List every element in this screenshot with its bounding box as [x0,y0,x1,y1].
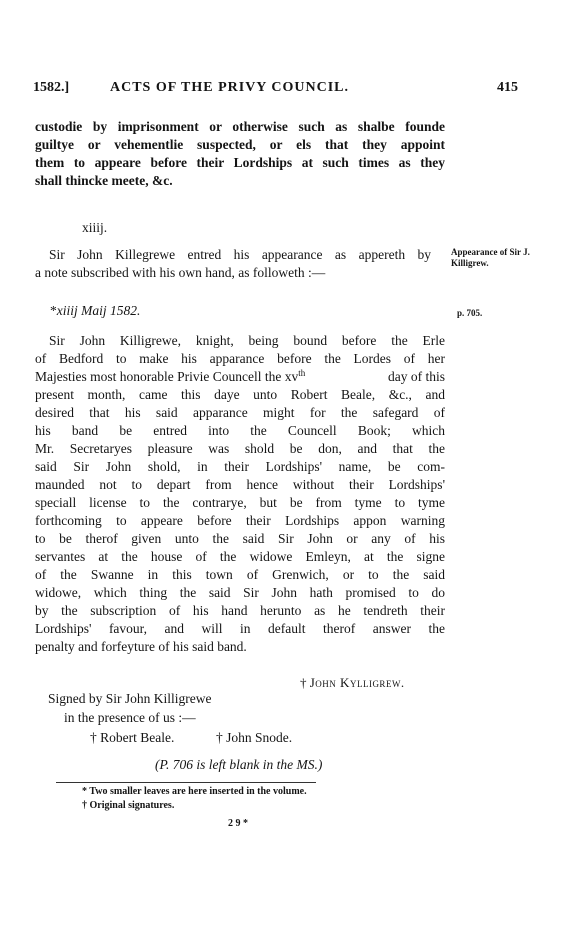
opening-line: them to appeare before their Lordships at such times as they [35,155,445,170]
body-line: speciall license to the contrarye, but be from tyme to tyme [35,495,445,510]
section-number: xiiij. [82,220,108,235]
page-number: 415 [497,80,518,95]
body-line-tail: day of this [388,369,445,384]
signature-mark: † [300,675,307,690]
witness-name: Robert Beale. [100,730,175,745]
footnote: † Original signatures. [82,800,175,811]
body-line: of Bedford to make his apparance before the Lordes of her [35,351,445,366]
signature-mark-footer: 2 9 * [228,818,248,829]
body-line: servantes at the house of the widowe Emleyn, at the signe [35,549,445,564]
body-line: of the Swanne in this town of Grenwich, or to the said [35,567,445,582]
body-line: maunded not to depart from hence without their Lordships' [35,477,445,492]
blank-page-note: (P. 706 is left blank in the MS.) [155,757,323,772]
header-year: 1582.] [33,80,70,95]
body-line-3 [35,368,445,387]
body-line: present month, came this daye unto Robert Beale, &c., and [35,387,445,402]
witness-mark: † [216,730,223,745]
entry-line: Sir John Killegrewe entred his appearance as appereth by [49,247,431,262]
witness-snode [216,730,292,746]
body-line: penalty and forfeyture of his said band. [35,639,247,654]
body-line: Mr. Secretaryes pleasure was shold be don, and that the [35,441,445,456]
header-title: ACTS OF THE PRIVY COUNCIL. [110,80,350,95]
signature-name: John Kylligrew. [309,675,405,690]
body-line: said Sir John shold, in their Lordships' name, be com- [35,459,445,474]
opening-line: custodie by imprisonment or otherwise such as shalbe founde [35,119,445,134]
footnote-marker: * [50,303,57,318]
opening-line: shall thincke meete, &c. [35,173,173,188]
superscript: th [298,368,306,378]
body-line: Lordships' favour, and will in default therof answer the [35,621,445,636]
entry-line: a note subscribed with his own hand, as followeth :— [35,265,326,280]
body-line: by the subscription of his hand herunto as he tendreth their [35,603,445,618]
body-line: his band be entred into the Councell Book; which [35,423,445,438]
footnote-rule [56,782,316,783]
date-line [50,303,140,319]
signature [300,675,405,691]
body-line: Sir John Killigrewe, knight, being bound before the Erle [49,333,445,348]
margin-note: Appearance of Sir J. Killigrew. [451,247,530,268]
body-line: widowe, which thing the said Sir John hath promised to do [35,585,445,600]
body-line-text: Majesties most honorable Privie Councell the xv [35,369,299,384]
body-line: to be therof given unto the said Sir John or any of his [35,531,445,546]
opening-line: guiltye or vehementlie suspected, or els that they appoint [35,137,445,152]
signed-by-line: Signed by Sir John Killigrewe [48,691,212,706]
body-line: forthcoming to appeare before their Lordships appon warning [35,513,445,528]
footnote: * Two smaller leaves are here inserted in the volume. [82,786,307,797]
body-line: desired that his said apparance might for the safegard of [35,405,445,420]
presence-line: in the presence of us :— [64,710,196,725]
witness-name: John Snode. [226,730,293,745]
witness-mark: † [90,730,97,745]
page-reference: p. 705. [457,308,483,318]
date-text: xiiij Maij 1582. [56,303,141,318]
witness-beale [90,730,174,746]
